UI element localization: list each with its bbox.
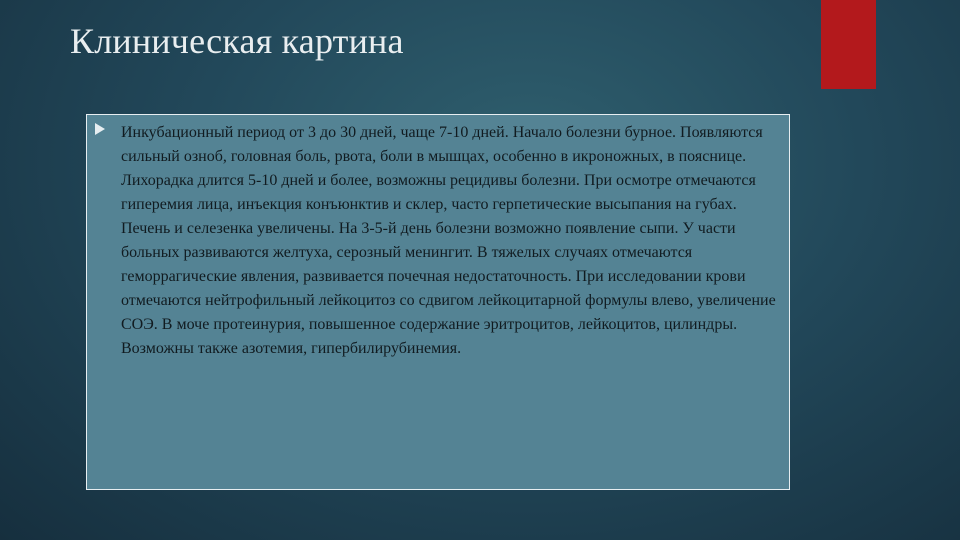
accent-bar [821,0,876,89]
body-paragraph: Инкубационный период от 3 до 30 дней, чаще 7-10 дней. Начало болезни бурное. Появляются сильный озноб, головная боль, рвота, боли в мышцах, особенно в икроножных, в пояснице. Лихорадка длится 5-10 дней и более, возможны рецидивы болезни. При осмотре отмечаются гиперемия лица, инъекция конъюнктив и склер, часто герпетические высыпания на губах. Печень и селезенка увеличены. На 3-5-й день болезни возможно появление сыпи. У части больных развиваются желтуха, серозный менингит. В тяжелых случаях отмечаются геморрагические явления, развивается почечная недостаточность. При исследовании крови отмечаются нейтрофильный лейкоцитоз со сдвигом лейкоцитарной формулы влево, увеличение СОЭ. В моче протеинурия, повышенное содержание эритроцитов, лейкоцитов, цилиндры. Возможны также азотемия, гипербилирубинемия. [121,124,776,357]
triangle-bullet-icon [95,123,105,135]
slide-title: Клиническая картина [70,21,404,61]
